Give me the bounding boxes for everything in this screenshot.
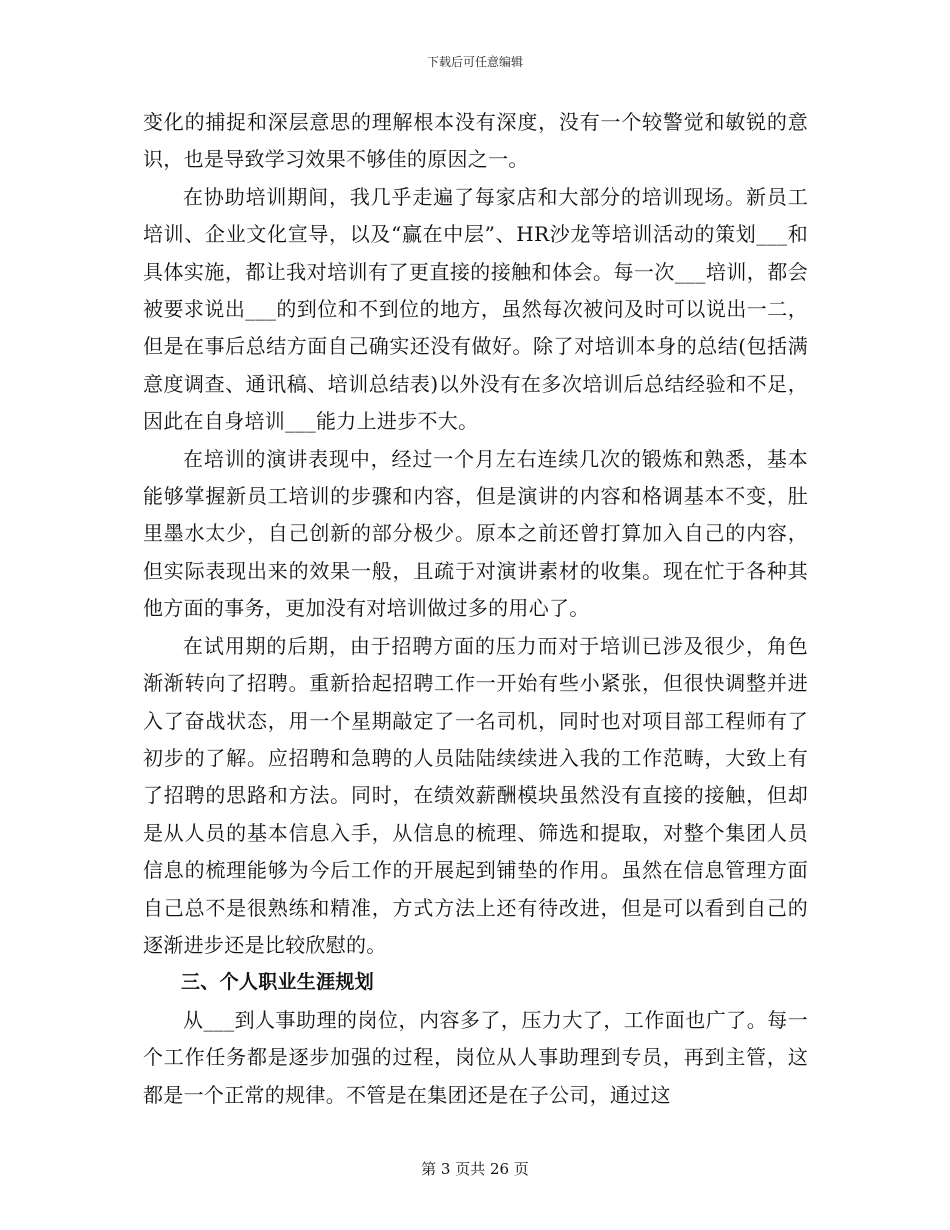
paragraph-career-plan: 从___到人事助理的岗位，内容多了，压力大了，工作面也广了。每一个工作任务都是逐步加强的过程，岗位从人事助理到专员，再到主管，这都是一个正常的规律。不管是在集团还是在子公司，通过这 (143, 1007, 808, 1107)
section-heading-career-plan: 三、个人职业生涯规划 (181, 971, 375, 994)
page-number: 第 3 页共 26 页 (421, 1160, 529, 1178)
paragraph-recruitment: 在试用期的后期，由于招聘方面的压力而对于培训已涉及很少，角色渐渐转向了招聘。重新拾起招聘工作一开始有些小紧张，但很快调整并进入了奋战状态，用一个星期敲定了一名司机，同时也对项目部工程师有了初步的了解。应招聘和急聘的人员陆陆续续进入我的工作范畴，大致上有了招聘的思路和方法。同时，在绩效薪酬模块虽然没有直接的接触，但却是从人员的基本信息入手，从信息的梳理、筛选和提取，对整个集团人员信息的梳理能够为今后工作的开展起到铺垫的作用。虽然在信息管理方面自己总不是很熟练和精准，方式方法上还有待改进，但是可以看到自己的逐渐进步还是比较欣慰的。 (143, 633, 808, 957)
header-note: 下载后可任意编辑 (426, 55, 523, 69)
paragraph-training-speech: 在培训的演讲表现中，经过一个月左右连续几次的锻炼和熟悉，基本能够掌握新员工培训的步骤和内容，但是演讲的内容和格调基本不变，肚里墨水太少，自己创新的部分极少。原本之前还曾打算加入自己的内容，但实际表现出来的效果一般，且疏于对演讲素材的收集。现在忙于各种其他方面的事务，更加没有对培训做过多的用心了。 (143, 446, 808, 621)
document-body (143, 104, 808, 1114)
paragraph-continuation: 变化的捕捉和深层意思的理解根本没有深度，没有一个较警觉和敏锐的意识，也是导致学习效果不够佳的原因之一。 (143, 110, 808, 172)
paragraph-training-assistance: 在协助培训期间，我几乎走遍了每家店和大部分的培训现场。新员工培训、企业文化宣导，以及“赢在中层”、HR沙龙等培训活动的策划___和具体实施，都让我对培训有了更直接的接触和体会。每一次___培训，都会被要求说出___的到位和不到位的地方，虽然每次被问及时可以说出一二，但是在事后总结方面自己确实还没有做好。除了对培训本身的总结(包括满意度调查、通讯稿、培训总结表)以外没有在多次培训后总结经验和不足，因此在自身培训___能力上进步不大。 (143, 184, 808, 434)
